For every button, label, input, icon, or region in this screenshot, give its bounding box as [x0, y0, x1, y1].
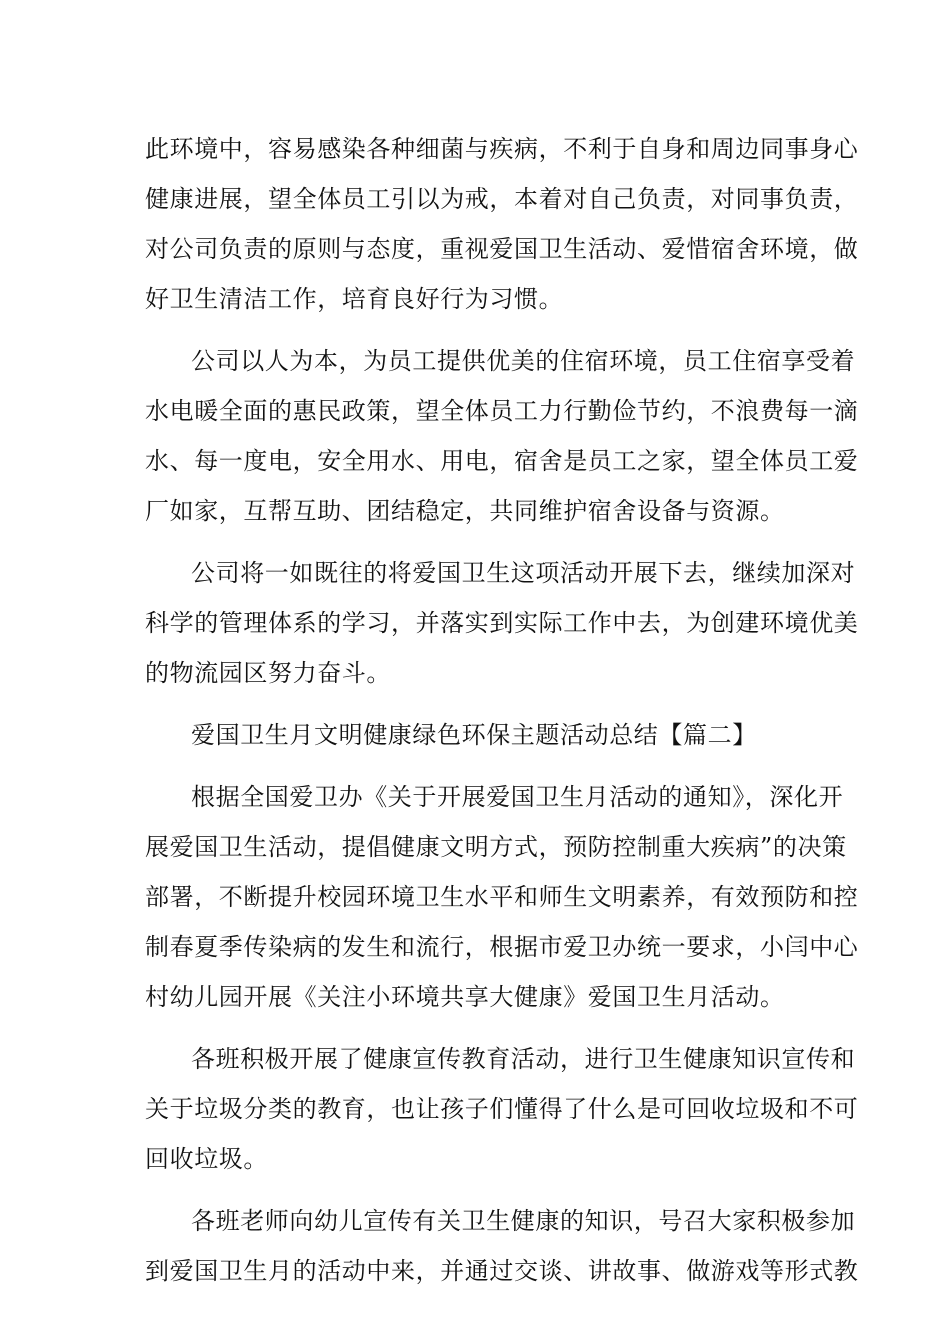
text-line: 部署，不断提升校园环境卫生水平和师生文明素养，有效预防和控 [145, 883, 859, 911]
paragraph-dormitory-environment [145, 336, 859, 536]
text-line: 各班积极开展了健康宣传教育活动，进行卫生健康知识宣传和 [191, 1045, 856, 1073]
paragraph-hygiene-awareness [145, 124, 859, 324]
text-line: 到爱国卫生月的活动中来，并通过交谈、讲故事、做游戏等形式教 [145, 1257, 859, 1285]
text-line: 制春夏季传染病的发生和流行，根据市爱卫办统一要求，小闫中心 [145, 933, 859, 961]
text-line: 的物流园区努力奋斗。 [145, 659, 391, 687]
text-line: 健康进展，望全体员工引以为戒，本着对自己负责，对同事负责， [145, 185, 859, 213]
text-line: 各班老师向幼儿宣传有关卫生健康的知识，号召大家积极参加 [191, 1207, 856, 1235]
text-line: 根据全国爱卫办《关于开展爱国卫生月活动的通知》，深化开 [191, 783, 844, 811]
text-line: 对公司负责的原则与态度，重视爱国卫生活动、爱惜宿舍环境，做 [145, 235, 859, 263]
paragraph-health-education [145, 1034, 859, 1184]
text-line: 关于垃圾分类的教育，也让孩子们懂得了什么是可回收垃圾和不可 [145, 1095, 859, 1123]
paragraph-continue-activity [145, 548, 859, 698]
section-title: 爱国卫生月文明健康绿色环保主题活动总结【篇二】 [191, 721, 757, 749]
section-heading [145, 710, 810, 760]
text-line: 水电暖全面的惠民政策，望全体员工力行勤俭节约，不浪费每一滴 [145, 397, 859, 425]
text-line: 水、每一度电，安全用水、用电，宿舍是员工之家，望全体员工爱 [145, 447, 859, 475]
text-line: 回收垃圾。 [145, 1145, 268, 1173]
text-line: 好卫生清洁工作，培育良好行为习惯。 [145, 285, 564, 313]
text-line: 村幼儿园开展《关注小环境共享大健康》爱国卫生月活动。 [145, 983, 785, 1011]
text-line: 公司以人为本，为员工提供优美的住宿环境，员工住宿享受着 [191, 347, 856, 375]
paragraph-kindergarten-activity [145, 772, 859, 1022]
text-line: 此环境中，容易感染各种细菌与疾病，不利于自身和周边同事身心 [145, 135, 859, 163]
text-line: 公司将一如既往的将爱国卫生这项活动开展下去，继续加深对 [191, 559, 856, 587]
text-line: 展爱国卫生活动，提倡健康文明方式，预防控制重大疾病”的决策 [145, 833, 847, 861]
text-line: 厂如家，互帮互助、团结稳定，共同维护宿舍设备与资源。 [145, 497, 785, 525]
text-line: 科学的管理体系的学习，并落实到实际工作中去，为创建环境优美 [145, 609, 859, 637]
paragraph-teacher-promotion [145, 1196, 859, 1296]
document-page [145, 124, 859, 1296]
